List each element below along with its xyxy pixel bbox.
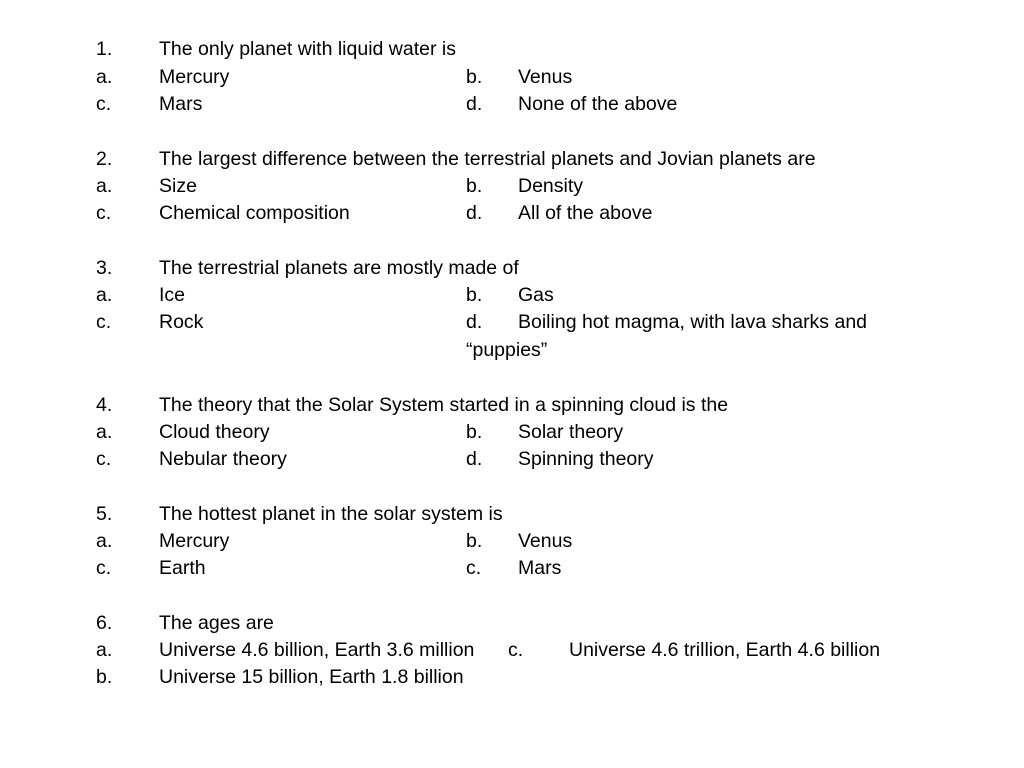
question-4 <box>0 392 1024 419</box>
option-text: Rock <box>159 311 204 333</box>
option-letter: c. <box>466 557 482 579</box>
question-number: 5. <box>96 503 113 525</box>
question-text: The terrestrial planets are mostly made of <box>159 257 519 279</box>
option-letter: d. <box>466 311 483 333</box>
option-text: Gas <box>518 284 554 306</box>
question-number: 6. <box>96 612 113 634</box>
option-text: Cloud theory <box>159 421 270 443</box>
answer-row <box>0 555 1024 582</box>
option-text: Chemical composition <box>159 202 350 224</box>
option-text: Universe 4.6 trillion, Earth 4.6 billion <box>569 639 881 661</box>
option-text: Boiling hot magma, with lava sharks and <box>518 311 868 333</box>
option-letter: b. <box>96 666 113 688</box>
option-text: Mars <box>159 93 203 115</box>
answer-row <box>0 200 1024 227</box>
option-text: Earth <box>159 557 206 579</box>
answer-row <box>0 91 1024 118</box>
option-text-continued: “puppies” <box>466 339 548 361</box>
answer-row <box>0 528 1024 555</box>
answer-row <box>0 64 1024 91</box>
answer-row <box>0 446 1024 473</box>
question-number: 4. <box>96 394 113 416</box>
question-number: 1. <box>96 38 113 60</box>
option-text: Universe 15 billion, Earth 1.8 billion <box>159 666 464 688</box>
option-letter: a. <box>96 639 113 661</box>
option-letter: b. <box>466 421 483 443</box>
option-text: Density <box>518 175 584 197</box>
option-letter: c. <box>96 557 112 579</box>
answer-row <box>0 419 1024 446</box>
option-text: None of the above <box>518 93 678 115</box>
question-5 <box>0 501 1024 528</box>
option-text: Universe 4.6 billion, Earth 3.6 million <box>159 639 475 661</box>
option-letter: c. <box>96 311 112 333</box>
question-1 <box>0 36 1024 63</box>
option-letter: d. <box>466 202 483 224</box>
answer-row <box>0 664 1024 691</box>
option-letter: a. <box>96 421 113 443</box>
option-letter: b. <box>466 175 483 197</box>
option-letter: c. <box>96 93 112 115</box>
question-2 <box>0 146 1024 173</box>
option-text: Venus <box>518 66 573 88</box>
question-text: The largest difference between the terrestrial planets and Jovian planets are <box>159 148 816 170</box>
option-letter: c. <box>96 202 112 224</box>
option-letter: a. <box>96 284 113 306</box>
question-text: The only planet with liquid water is <box>159 38 456 60</box>
option-text: Mercury <box>159 66 230 88</box>
option-text: Spinning theory <box>518 448 654 470</box>
option-letter: d. <box>466 448 483 470</box>
option-text: Mars <box>518 557 562 579</box>
option-letter: a. <box>96 530 113 552</box>
question-text: The hottest planet in the solar system is <box>159 503 503 525</box>
option-text: Size <box>159 175 197 197</box>
answer-row <box>0 637 1024 664</box>
question-number: 3. <box>96 257 113 279</box>
answer-row <box>0 282 1024 309</box>
option-text: Venus <box>518 530 573 552</box>
answer-row <box>0 173 1024 200</box>
option-letter: a. <box>96 175 113 197</box>
question-3 <box>0 255 1024 282</box>
option-letter: a. <box>96 66 113 88</box>
answer-continuation <box>0 337 1024 364</box>
question-text: The theory that the Solar System started in a spinning cloud is the <box>159 394 729 416</box>
option-text: All of the above <box>518 202 653 224</box>
question-6 <box>0 610 1024 637</box>
option-letter: d. <box>466 93 483 115</box>
option-text: Solar theory <box>518 421 624 443</box>
option-text: Ice <box>159 284 186 306</box>
question-text: The ages are <box>159 612 274 634</box>
option-letter: b. <box>466 530 483 552</box>
answer-row <box>0 309 1024 336</box>
option-letter: b. <box>466 66 483 88</box>
option-text: Nebular theory <box>159 448 287 470</box>
option-letter: b. <box>466 284 483 306</box>
option-letter: c. <box>508 639 524 661</box>
option-text: Mercury <box>159 530 230 552</box>
option-letter: c. <box>96 448 112 470</box>
question-number: 2. <box>96 148 113 170</box>
